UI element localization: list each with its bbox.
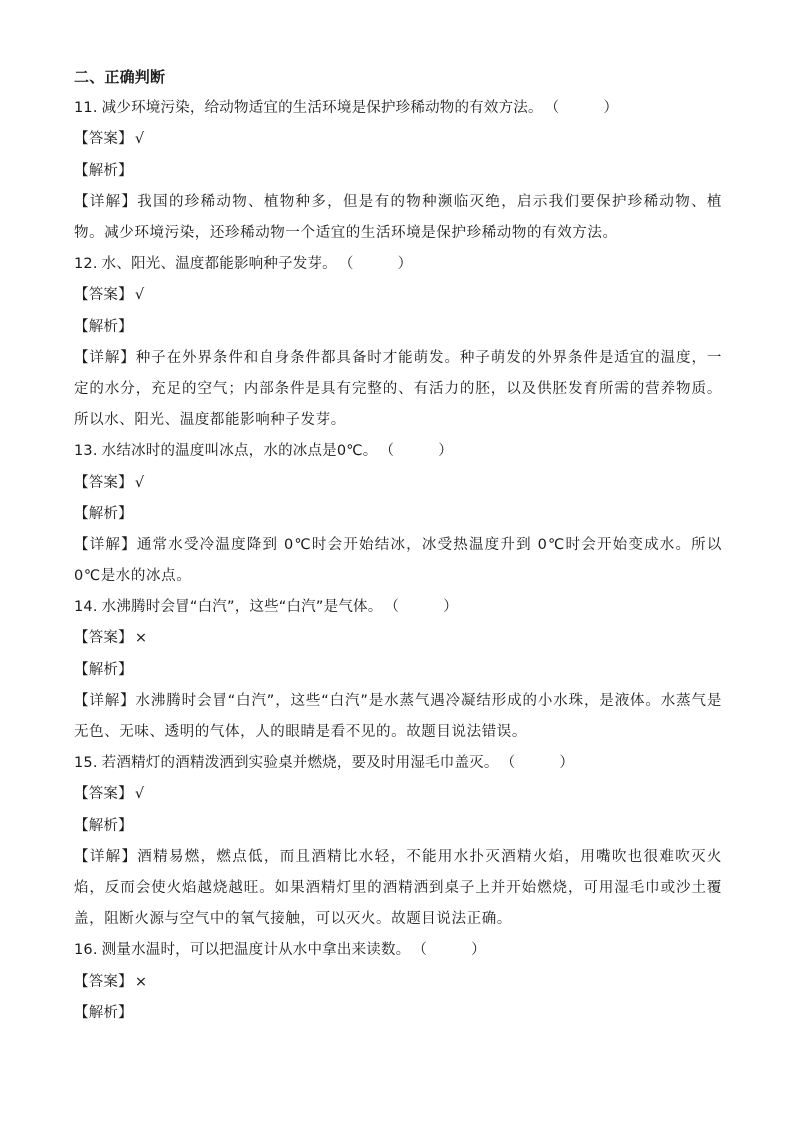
answer-label: 【答案】 xyxy=(74,973,133,990)
detail-label: 【详解】 xyxy=(74,692,136,709)
detail-11 xyxy=(74,187,722,249)
question-12 xyxy=(74,249,722,280)
question-text: 测量水温时，可以把温度计从水中拿出来读数。 xyxy=(101,942,411,959)
answer-line-15 xyxy=(74,779,722,810)
detail-label: 【详解】 xyxy=(74,848,138,865)
answer-blank: （ ） xyxy=(544,100,619,117)
detail-15 xyxy=(74,842,722,936)
detail-text: 酒精易燃，燃点低，而且酒精比水轻，不能用水扑灭酒精火焰，用嘴吹也很难吹灭火焰，反而会使火焰越烧越旺。如果酒精灯里的酒精洒到桌子上并开始燃烧，可用湿毛巾或沙土覆盖，阻断火源与空气中的氧气接触，可以灭火。故题目说法正确。 xyxy=(74,848,722,928)
question-text: 水结冰时的温度叫冰点，水的冰点是0℃。 xyxy=(101,443,378,460)
detail-13 xyxy=(74,530,722,592)
answer-blank: （ ） xyxy=(500,755,575,772)
answer-mark: × xyxy=(134,630,148,647)
answer-blank: （ ） xyxy=(379,443,453,460)
question-15 xyxy=(74,748,722,779)
question-11 xyxy=(74,93,722,124)
detail-label: 【详解】 xyxy=(74,193,138,210)
question-16 xyxy=(74,935,722,966)
question-number: 14. xyxy=(74,599,98,616)
answer-line-14 xyxy=(74,623,722,654)
section-title: 二、正确判断 xyxy=(74,68,166,86)
question-number: 11. xyxy=(74,100,98,117)
question-text: 若酒精灯的酒精泼洒到实验桌并燃烧，要及时用湿毛巾盖灭。 xyxy=(101,755,499,772)
detail-label: 【详解】 xyxy=(74,536,137,553)
answer-blank: （ ） xyxy=(338,256,413,273)
answer-mark: √ xyxy=(134,287,145,304)
answer-line-13 xyxy=(74,468,722,499)
detail-label: 【详解】 xyxy=(74,349,136,366)
answer-label: 【答案】 xyxy=(74,287,133,304)
answer-mark: × xyxy=(134,973,148,990)
analysis-label-14: 【解析】 xyxy=(74,661,133,678)
question-number: 16. xyxy=(74,942,98,959)
question-number: 12. xyxy=(74,256,98,273)
question-14 xyxy=(74,592,722,623)
question-13 xyxy=(74,436,722,467)
answer-label: 【答案】 xyxy=(74,474,133,491)
detail-text: 我国的珍稀动物、植物种多，但是有的物种濒临灭绝，启示我们要保护珍稀动物、植物。减少环境污染，还珍稀动物一个适宜的生活环境是保护珍稀动物的有效方法。 xyxy=(74,193,722,241)
question-text: 水、阳光、温度都能影响种子发芽。 xyxy=(101,256,337,273)
answer-line-11 xyxy=(74,124,722,155)
answer-mark: √ xyxy=(134,786,145,803)
answer-label: 【答案】 xyxy=(74,786,133,803)
page-content xyxy=(74,62,722,1029)
analysis-label-11: 【解析】 xyxy=(74,162,133,179)
question-text: 水沸腾时会冒“白汽”，这些“白汽”是气体。 xyxy=(101,599,383,616)
analysis-label-15: 【解析】 xyxy=(74,817,133,834)
answer-mark: √ xyxy=(134,131,145,148)
question-number: 15. xyxy=(74,755,98,772)
answer-blank: （ ） xyxy=(384,599,458,616)
question-number: 13. xyxy=(74,443,98,460)
answer-line-12 xyxy=(74,280,722,311)
detail-text: 水沸腾时会冒“白汽”，这些“白汽”是水蒸气遇冷凝结形成的小水珠，是液体。水蒸气是无色、无味、透明的气体，人的眼睛是看不见的。故题目说法错误。 xyxy=(74,692,723,741)
analysis-label-16: 【解析】 xyxy=(74,1004,133,1021)
answer-label: 【答案】 xyxy=(74,131,133,148)
detail-text: 种子在外界条件和自身条件都具备时才能萌发。种子萌发的外界条件是适宜的温度，一定的水分，充足的空气；内部条件是具有完整的、有活力的胚，以及供胚发育所需的营养物质。所以水、阳光、温度都能影响种子发芽。 xyxy=(74,349,722,429)
analysis-label-12: 【解析】 xyxy=(74,318,133,335)
answer-mark: √ xyxy=(134,474,145,491)
answer-blank: （ ） xyxy=(412,942,486,959)
answer-label: 【答案】 xyxy=(74,630,133,647)
detail-text: 通常水受冷温度降到 0℃时会开始结冰，冰受热温度升到 0℃时会开始变成水。所以 0℃是水的冰点。 xyxy=(74,536,722,585)
detail-12 xyxy=(74,343,722,437)
detail-14 xyxy=(74,686,722,748)
answer-line-16 xyxy=(74,967,722,998)
analysis-label-13: 【解析】 xyxy=(74,505,133,522)
question-text: 减少环境污染，给动物适宜的生活环境是保护珍稀动物的有效方法。 xyxy=(101,100,543,117)
